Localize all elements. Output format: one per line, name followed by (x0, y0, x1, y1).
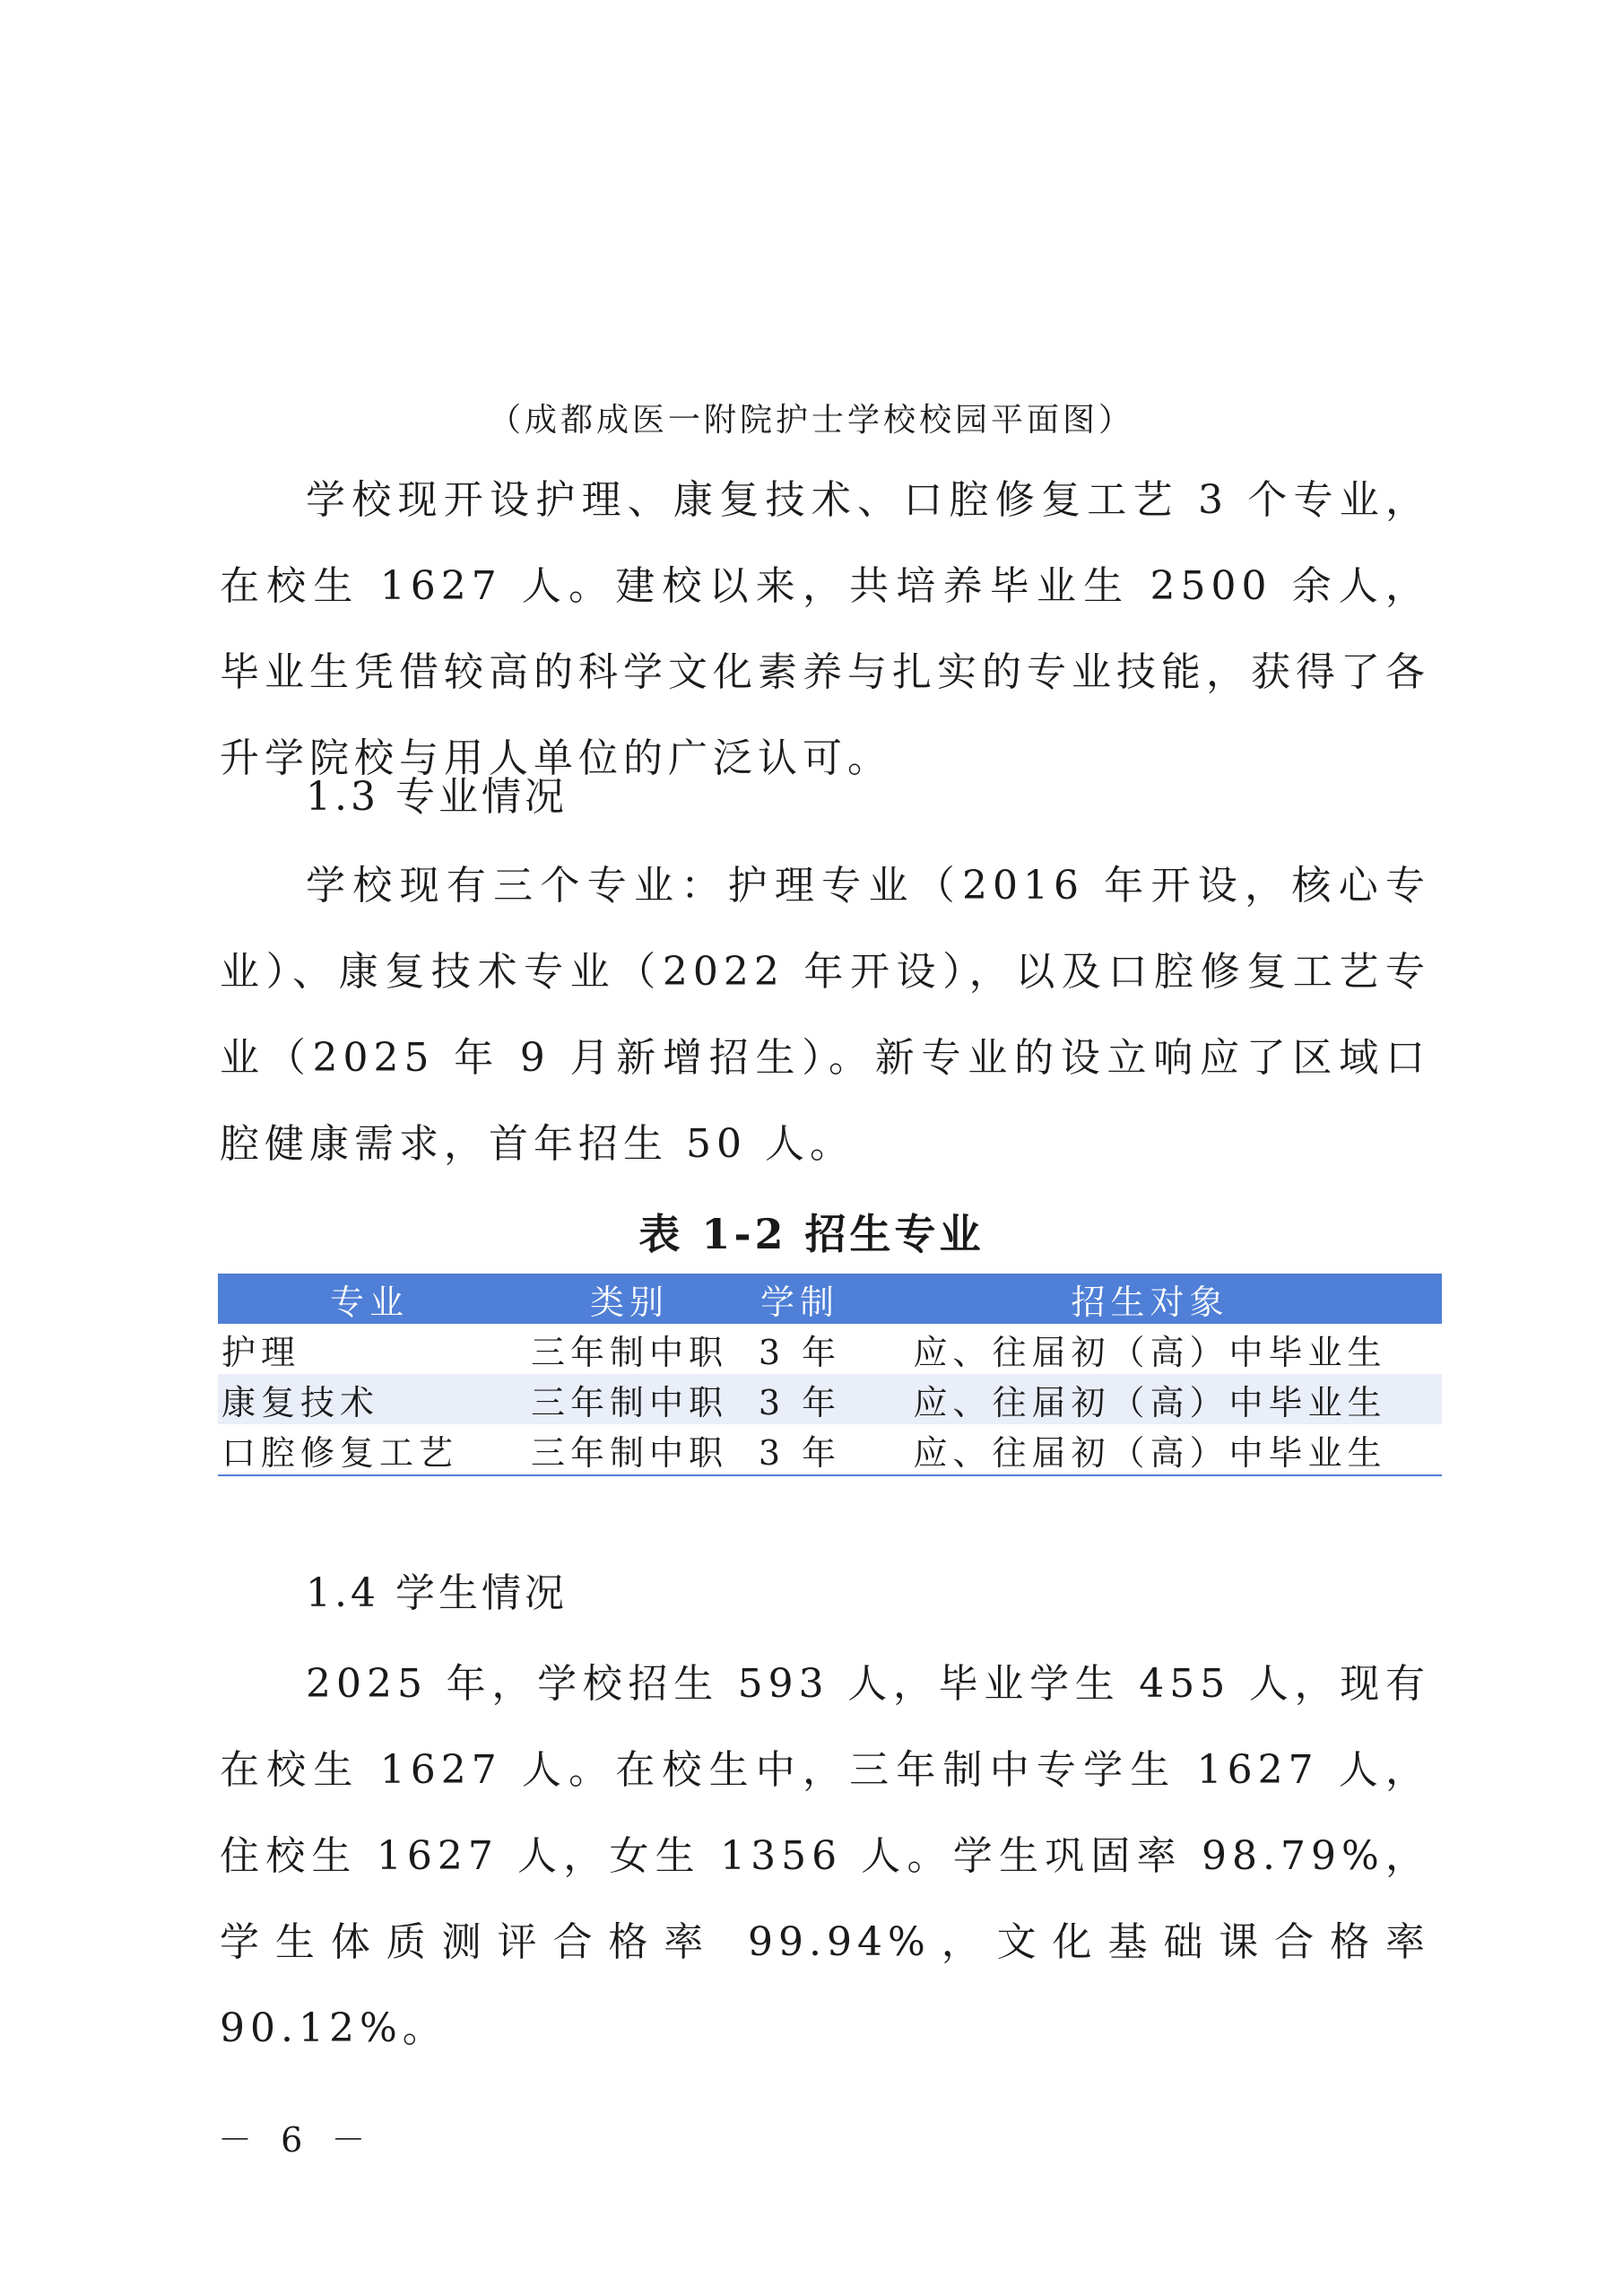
enrollment-table (218, 1274, 1442, 1476)
cell-target: 应、往届初（高）中毕业生 (913, 1332, 1387, 1372)
table-header-row (218, 1274, 1442, 1324)
cell-target: 应、往届初（高）中毕业生 (858, 1424, 1442, 1475)
cell-major: 护理 (221, 1332, 301, 1372)
cell-years: 3 年 (758, 1332, 842, 1372)
section-1-4-paragraph: 2025 年，学校招生 593 人，毕业学生 455 人，现有在校生 1627 人。在校生中，三年制中专学生 1627 人，住校生 1627 人，女生 1356 人。学生巩固率 98.79%，学生体质测评合格率 99.94%，文化基础课合格率 90.12%。 (220, 1661, 1430, 2051)
cell-target: 应、往届初（高）中毕业生 (858, 1374, 1442, 1424)
cell-type: 三年制中职 (517, 1374, 742, 1424)
intro-paragraph: 学校现开设护理、康复技术、口腔修复工艺 3 个专业，在校生 1627 人。建校以来，共培养毕业生 2500 余人，毕业生凭借较高的科学文化素养与扎实的专业技能，获得了各升学院校与用人单位的广泛认可。 (220, 477, 1430, 781)
table-row (218, 1324, 1442, 1374)
table-row (218, 1374, 1442, 1424)
table-row (218, 1424, 1442, 1475)
table-title: 表 1-2 招生专业 (638, 1210, 985, 1258)
section-heading-1-4: 1.4 学生情况 (306, 1570, 568, 1616)
header-target: 招生对象 (858, 1274, 1442, 1324)
header-major: 专业 (218, 1274, 517, 1324)
header-type: 类别 (517, 1274, 742, 1324)
cell-major: 康复技术 (218, 1374, 517, 1424)
cell-years: 3 年 (742, 1374, 858, 1424)
section-1-3-paragraph: 学校现有三个专业：护理专业（2016 年开设，核心专业）、康复技术专业（2022 年开设），以及口腔修复工艺专业（2025 年 9 月新增招生）。新专业的设立响应了区域口腔健康需求，首年招生 50 人。 (220, 863, 1430, 1167)
cell-years: 3 年 (742, 1424, 858, 1475)
figure-caption: （成都成医一附院护士学校校园平面图） (488, 402, 1134, 439)
page-number: － 6 － (218, 2120, 375, 2160)
cell-type: 三年制中职 (517, 1424, 742, 1475)
header-years: 学制 (742, 1274, 858, 1324)
cell-type: 三年制中职 (530, 1332, 728, 1372)
section-heading-1-3: 1.3 专业情况 (306, 774, 568, 820)
cell-major: 口腔修复工艺 (218, 1424, 517, 1475)
